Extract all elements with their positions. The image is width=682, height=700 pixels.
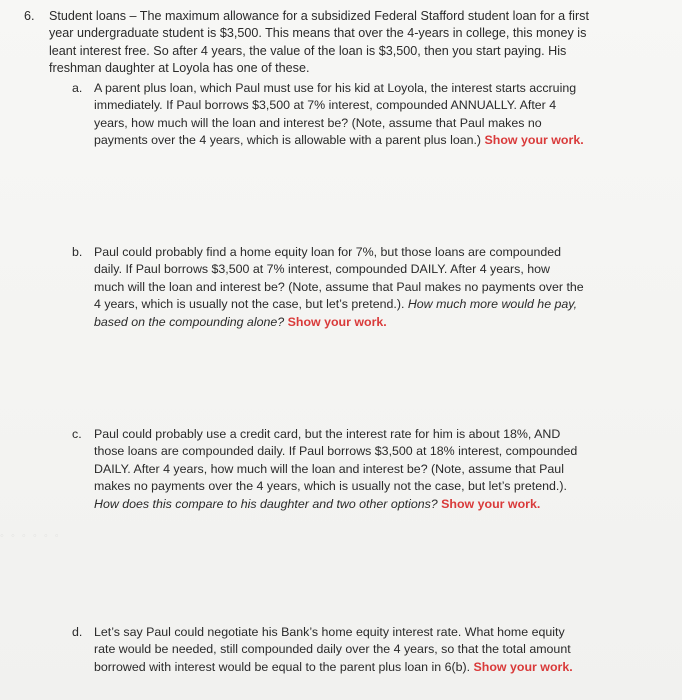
part-line: makes no payments over the 4 years, which is usually not the case, but let’s pretend.).	[94, 479, 567, 494]
part-a	[72, 80, 632, 150]
question-intro	[49, 8, 664, 78]
part-line: Paul could probably use a credit card, but the interest rate for him is about 18%, AND	[94, 427, 561, 441]
part-d	[72, 624, 632, 676]
part-line: those loans are compounded daily. If Paul borrows $3,500 at 18% interest, compounded	[94, 444, 578, 459]
part-letter: d.	[72, 625, 83, 639]
part-line: Let’s say Paul could negotiate his Bank’s home equity interest rate. What home equity	[94, 625, 565, 639]
part-italic-question: How does this compare to his daughter and two other options?	[94, 496, 438, 511]
part-b	[72, 244, 644, 331]
part-c	[72, 426, 637, 513]
part-line-text: 4 years, which is usually not the case, but let’s pretend.).	[94, 297, 405, 312]
part-c-text	[94, 426, 637, 513]
intro-line: year undergraduate student is $3,500. This means that over the 4-years in college, this money is	[49, 26, 587, 41]
part-line: DAILY. After 4 years, how much will the loan and interest be? (Note, assume that Paul	[94, 461, 564, 476]
part-b-text	[94, 244, 644, 331]
faint-scan-marks: ◦ ◦ ◦ ◦ ◦ ◦	[0, 530, 61, 542]
part-a-text	[94, 80, 632, 150]
show-work-label: Show your work.	[441, 496, 541, 511]
question-6	[24, 8, 664, 78]
part-d-text	[94, 624, 632, 676]
show-work-label: Show your work.	[473, 659, 573, 674]
part-line	[94, 132, 632, 149]
part-letter: a.	[72, 81, 83, 95]
show-work-label: Show your work.	[287, 314, 387, 329]
part-line	[94, 314, 644, 331]
intro-line: leant interest free. So after 4 years, the value of the loan is $3,500, then you start paying. His	[49, 43, 567, 58]
question-number: 6.	[24, 9, 35, 23]
part-line: years, how much will the loan and interest be? (Note, assume that Paul makes no	[94, 115, 542, 130]
part-line: immediately. If Paul borrows $3,500 at 7% interest, compounded ANNUALLY. After 4	[94, 98, 557, 113]
part-line: much will the loan and interest be? (Note, assume that Paul makes no payments over the	[94, 279, 584, 294]
part-line: daily. If Paul borrows $3,500 at 7% interest, compounded DAILY. After 4 years, how	[94, 262, 550, 277]
intro-line: freshman daughter at Loyola has one of these.	[49, 61, 310, 76]
part-line: Paul could probably find a home equity loan for 7%, but those loans are compounded	[94, 245, 562, 259]
show-work-label: Show your work.	[484, 133, 584, 148]
part-line: A parent plus loan, which Paul must use for his kid at Loyola, the interest starts accruing	[94, 81, 577, 95]
part-line	[94, 496, 637, 513]
part-line-text: borrowed with interest would be equal to the parent plus loan in 6(b).	[94, 659, 471, 674]
part-italic-question: How much more would he pay,	[407, 297, 578, 312]
part-letter: b.	[72, 245, 83, 259]
part-letter: c.	[72, 427, 82, 441]
part-italic-question: based on the compounding alone?	[94, 314, 285, 329]
intro-line: Student loans – The maximum allowance for a subsidized Federal Stafford student loan for a first	[49, 9, 589, 23]
part-line: rate would be needed, still compounded daily over the 4 years, so that the total amount	[94, 642, 571, 657]
part-line	[94, 296, 644, 313]
part-line	[94, 659, 632, 676]
part-line-text: payments over the 4 years, which is allowable with a parent plus loan.)	[94, 133, 482, 148]
